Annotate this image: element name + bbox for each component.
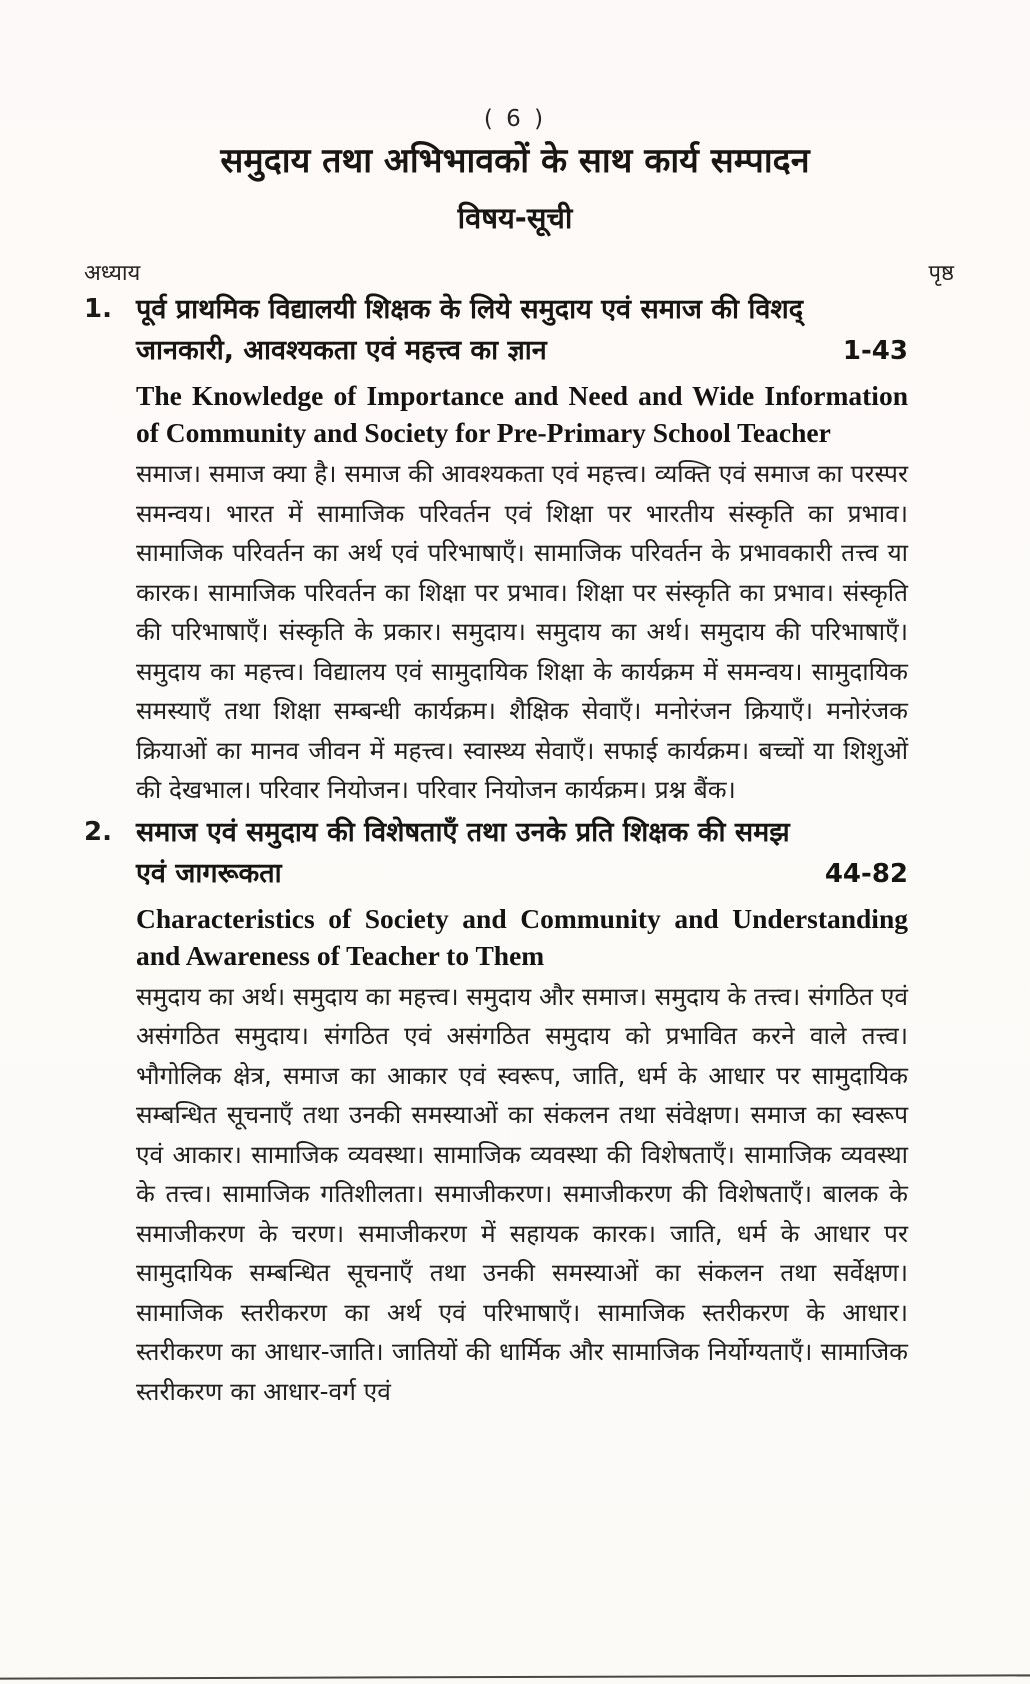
chapter-hindi-title-line1: पूर्व प्राथमिक विद्यालयी शिक्षक के लिये समुदाय एवं समाज की विशद् xyxy=(136,294,804,325)
chapter-hindi-title-line2-row xyxy=(136,853,908,895)
column-header-chapter: अध्याय xyxy=(84,261,141,286)
chapter-english-title: Characteristics of Society and Community and Understanding and Awareness of Teacher to Them xyxy=(136,902,908,971)
chapter-english-title: The Knowledge of Importance and Need and Wide Information of Community and Society for Pre-Primary School Teacher xyxy=(136,380,908,448)
chapter-number: 1. xyxy=(84,294,112,324)
toc-title: विषय-सूची xyxy=(457,201,573,235)
chapter-page-range: 1-43 xyxy=(842,336,908,366)
chapter-hindi-title-line2: एवं जागरूकता xyxy=(136,857,282,889)
chapter-number: 2. xyxy=(84,816,112,847)
toc-column-headers xyxy=(84,257,954,287)
column-header-page: पृष्ठ xyxy=(928,261,954,286)
chapter-hindi-title-line1: समाज एवं समुदाय की विशेषताएँ तथा उनके प्रति शिक्षक की समझ xyxy=(136,816,790,848)
page-number: ( 6 ) xyxy=(483,106,547,132)
chapter-entry-body xyxy=(136,812,908,1412)
toc-entry-chapter-1 xyxy=(84,289,908,810)
book-title: समुदाय तथा अभिभावकों के साथ कार्य सम्पादन xyxy=(220,141,810,181)
chapter-topics-summary: समुदाय का अर्थ। समुदाय का महत्त्व। समुदाय और समाज। समुदाय के तत्त्व। संगठित एवं असंगठित समुदाय। संगठित एवं असंगठित समुदाय को प्रभावित करने वाले तत्त्व। भौगोलिक क्षेत्र, समाज का आकार एवं स्वरूप, जाति, धर्म के आधार पर सामुदायिक सम्बन्धित सूचनाएँ तथा उनकी समस्याओं का संकलन तथा संवेक्षण। समाज का स्वरूप एवं आकार। सामाजिक व्यवस्था। सामाजिक व्यवस्था की विशेषताएँ। सामाजिक व्यवस्था के तत्त्व। सामाजिक गतिशीलता। समाजीकरण। समाजीकरण की विशेषताएँ। बालक के समाजीकरण के चरण। समाजीकरण में सहायक कारक। जाति, धर्म के आधार पर सामुदायिक सम्बन्धित सूचनाएँ तथा उनकी समस्याओं का संकलन तथा सर्वेक्षण। सामाजिक स्तरीकरण का अर्थ एवं परिभाषाएँ। सामाजिक स्तरीकरण के आधार। स्तरीकरण का आधार-जाति। जातियों की धार्मिक और सामाजिक निर्योग्यताएँ। सामाजिक स्तरीकरण का आधार-वर्ग एवं xyxy=(136,981,908,1406)
chapter-hindi-title-line2-row xyxy=(136,330,908,372)
chapter-topics-summary: समाज। समाज क्या है। समाज की आवश्यकता एवं महत्त्व। व्यक्ति एवं समाज का परस्पर समन्वय। भारत में सामाजिक परिवर्तन एवं शिक्षा पर भारतीय संस्कृति का प्रभाव। सामाजिक परिवर्तन का अर्थ एवं परिभाषाएँ। सामाजिक परिवर्तन के प्रभावकारी तत्त्व या कारक। सामाजिक परिवर्तन का शिक्षा पर प्रभाव। शिक्षा पर संस्कृति का प्रभाव। संस्कृति की परिभाषाएँ। संस्कृति के प्रकार। समुदाय। समुदाय का अर्थ। समुदाय की परिभाषाएँ। समुदाय का महत्त्व। विद्यालय एवं सामुदायिक शिक्षा के कार्यक्रम में समन्वय। सामुदायिक समस्याएँ तथा शिक्षा सम्बन्धी कार्यक्रम। शैक्षिक सेवाएँ। मनोरंजन क्रियाएँ। मनोरंजक क्रियाओं का मानव जीवन में महत्त्व। स्वास्थ्य सेवाएँ। सफाई कार्यक्रम। बच्चों या शिशुओं की देखभाल। परिवार नियोजन। परिवार नियोजन कार्यक्रम। प्रश्न बैंक। xyxy=(136,459,908,804)
chapter-page-range: 44-82 xyxy=(824,858,908,889)
toc-entry-chapter-2 xyxy=(84,812,908,1412)
chapter-hindi-title-line2: जानकारी, आवश्यकता एवं महत्त्व का ज्ञान xyxy=(136,335,547,366)
chapter-entry-body xyxy=(136,289,908,810)
